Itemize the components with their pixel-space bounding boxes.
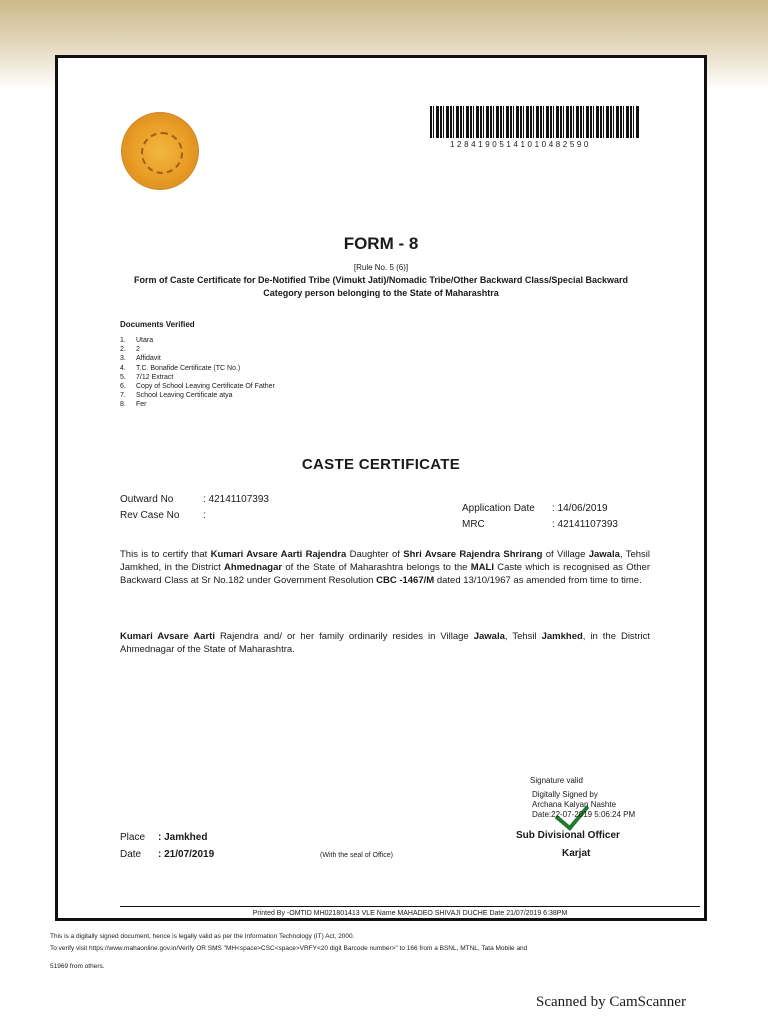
outward-label: Outward No bbox=[120, 494, 174, 505]
barcode-number: 12841905141010482590 bbox=[450, 140, 591, 149]
list-item: 3. Affidavit bbox=[120, 355, 161, 363]
seal-note: (With the seal of Office) bbox=[320, 852, 394, 859]
certificate-title: CASTE CERTIFICATE bbox=[301, 456, 461, 473]
certificate-page bbox=[55, 55, 707, 921]
footer-line-2: To verify visit https://www.mahaonline.gov.in/Verify OR SMS "MH<space>CSC<space>VRFY<20 digit Barcode number>" to 166 from a BSNL, MTNL, Tata Mobile and bbox=[50, 945, 528, 952]
signed-by: Digitally Signed by bbox=[532, 790, 598, 799]
signer-name: Archana Kalyan Nashte bbox=[532, 800, 617, 809]
place-value: : Jamkhed bbox=[158, 832, 208, 843]
rev-case-label: Rev Case No bbox=[120, 510, 180, 521]
list-item: 7. School Leaving Certificate atya bbox=[120, 392, 233, 400]
form-title: FORM - 8 bbox=[343, 234, 419, 253]
outward-value: : 42141107393 bbox=[203, 494, 269, 505]
date-label: Date bbox=[120, 849, 142, 860]
rule-number: [Rule No. 5 (6)] bbox=[353, 263, 409, 272]
form-description: Form of Caste Certificate for De-Notified Tribe (Vimukt Jati)/Nomadic Tribe/Other Backward Class/Special Backward Category person belonging to the State of Maharashtra bbox=[134, 275, 628, 298]
list-item: 5. 7/12 Extract bbox=[120, 373, 174, 381]
list-item: 2. 2 bbox=[120, 346, 140, 354]
designation: Sub Divisional Officer bbox=[516, 830, 620, 841]
residence-paragraph: Kumari Avsare Aarti Rajendra and/ or her family ordinarily resides in Village Jawala, Tehsil Jamkhed, in the District Ahmednagar of the State of Maharashtra. bbox=[120, 631, 650, 655]
date-value: : 21/07/2019 bbox=[158, 849, 215, 860]
camscanner-watermark: Scanned by CamScanner bbox=[536, 994, 686, 1010]
signature-date: Date:22-07-2019 5:06:24 PM bbox=[532, 810, 636, 819]
maharashtra-seal-icon bbox=[123, 114, 197, 188]
application-date-value: : 14/06/2019 bbox=[552, 503, 608, 514]
office: Karjat bbox=[562, 848, 591, 859]
printed-by: Printed By -OMTID MH021801413 VLE Name MAHADEO SHIVAJI DUCHE Date 21/07/2019 6:38PM bbox=[120, 906, 700, 917]
certificate-paragraph: This is to certify that Kumari Avsare Aarti Rajendra Daughter of Shri Avsare Rajendra Shrirang of Village Jawala, Tehsil Jamkhed, in the District Ahmednagar of the State of Maharashtra belongs to the MALI Caste which is recognised as Other Backward Class at Sr No.182 under Government Resolution CBC -1467/M dated 13/10/1967 as amended from time to time. bbox=[120, 549, 650, 586]
list-item: 1. Utara bbox=[120, 337, 154, 344]
signature-valid: Signature valid bbox=[530, 776, 583, 785]
barcode-icon bbox=[430, 106, 640, 138]
list-item: 4. T.C. Bonafide Certificate (TC No.) bbox=[120, 364, 241, 372]
mrc-label: MRC bbox=[462, 519, 485, 530]
documents-heading: Documents Verified bbox=[120, 320, 195, 329]
place-label: Place bbox=[120, 832, 146, 843]
rev-case-value: : bbox=[203, 510, 206, 521]
documents-list bbox=[120, 336, 275, 410]
list-item: 6. Copy of School Leaving Certificate Of Father bbox=[120, 383, 275, 391]
footer-line-1: This is a digitally signed document, hence is legally valid as per the Information Technology (IT) Act, 2000. bbox=[50, 933, 355, 940]
list-item: 8. Fer bbox=[120, 401, 147, 409]
mrc-value: : 42141107393 bbox=[552, 519, 618, 530]
footer-line-3: 51969 from others. bbox=[50, 963, 105, 970]
application-date-label: Application Date bbox=[462, 503, 535, 514]
